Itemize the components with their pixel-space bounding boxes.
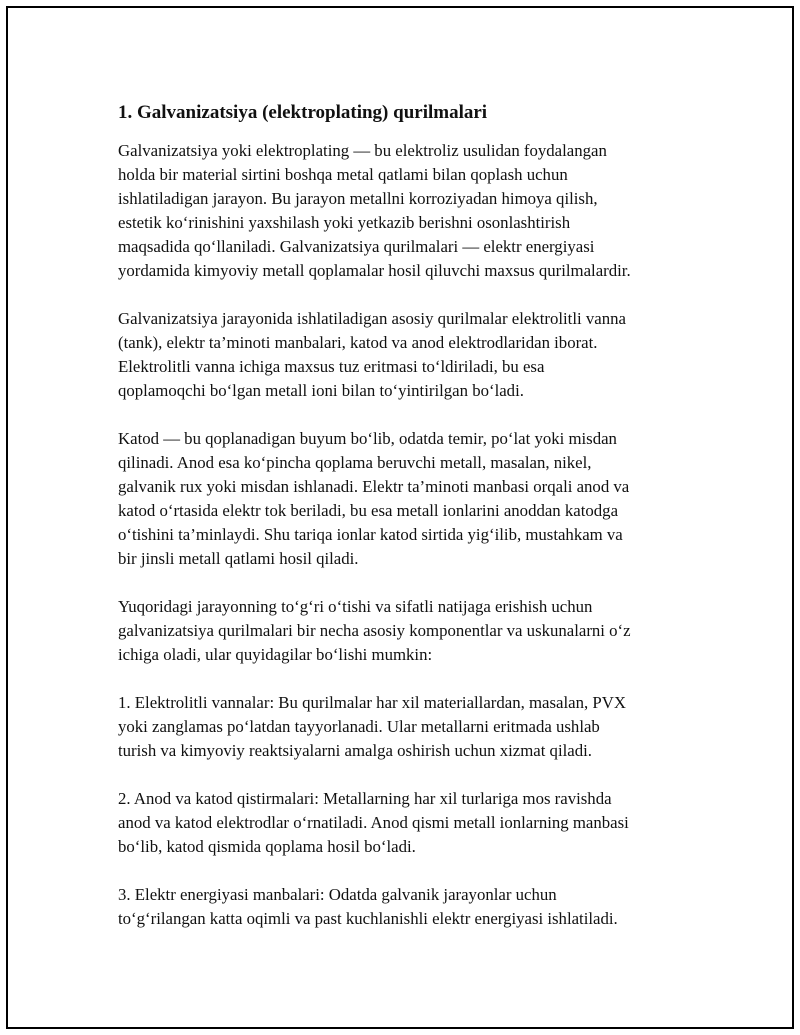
- text-line: turish va kimyoviy reaktsiyalarni amalga oshirish uchun xizmat qiladi.: [118, 741, 592, 760]
- text-line: o‘tishini ta’minlaydi. Shu tariqa ionlar katod sirtida yig‘ilib, mustahkam va: [118, 525, 623, 544]
- text-line: holda bir material sirtini boshqa metal qatlami bilan qoplash uchun: [118, 165, 568, 184]
- paragraph-intro: [118, 139, 698, 283]
- paragraph-equipment: [118, 307, 698, 403]
- text-line: yoki zanglamas po‘latdan tayyorlanadi. Ular metallarni eritmada ushlab: [118, 717, 600, 736]
- text-line: yordamida kimyoviy metall qoplamalar hosil qiluvchi maxsus qurilmalardir.: [118, 261, 631, 280]
- text-line: qoplamoqchi bo‘lgan metall ioni bilan to‘yintirilgan bo‘ladi.: [118, 381, 524, 400]
- text-line: estetik ko‘rinishini yaxshilash yoki yetkazib berishni osonlashtirish: [118, 213, 571, 232]
- text-line: 1. Elektrolitli vannalar: Bu qurilmalar har xil materiallardan, masalan, PVX: [118, 693, 626, 712]
- text-line: Yuqoridagi jarayonning to‘g‘ri o‘tishi va sifatli natijaga erishish uchun: [118, 597, 593, 616]
- text-line: galvanizatsiya qurilmalari bir necha asosiy komponentlar va uskunalarni o‘z: [118, 621, 631, 640]
- text-line: qilinadi. Anod esa ko‘pincha qoplama beruvchi metall, masalan, nikel,: [118, 453, 592, 472]
- paragraph-components-intro: [118, 595, 698, 667]
- text-line: katod o‘rtasida elektr tok beriladi, bu esa metall ionlarini anoddan katodga: [118, 501, 619, 520]
- document-body: [118, 97, 698, 955]
- list-item-electrolytic-baths: [118, 691, 698, 763]
- paragraph-cathode-anode: [118, 427, 698, 571]
- text-line: ichiga oladi, ular quyidagilar bo‘lishi mumkin:: [118, 645, 433, 664]
- text-line: Galvanizatsiya jarayonida ishlatiladigan asosiy qurilmalar elektrolitli vanna: [118, 309, 626, 328]
- page-frame: [6, 6, 794, 1029]
- text-line: bir jinsli metall qatlami hosil qiladi.: [118, 549, 359, 568]
- text-line: Galvanizatsiya yoki elektroplating — bu elektroliz usulidan foydalangan: [118, 141, 607, 160]
- text-line: bo‘lib, katod qismida qoplama hosil bo‘ladi.: [118, 837, 416, 856]
- text-line: 3. Elektr energiyasi manbalari: Odatda galvanik jarayonlar uchun: [118, 885, 557, 904]
- text-line: Elektrolitli vanna ichiga maxsus tuz eritmasi to‘ldiriladi, bu esa: [118, 357, 545, 376]
- text-line: (tank), elektr ta’minoti manbalari, katod va anod elektrodlaridan iborat.: [118, 333, 598, 352]
- text-line: maqsadida qo‘llaniladi. Galvanizatsiya qurilmalari — elektr energiyasi: [118, 237, 595, 256]
- text-line: to‘g‘rilangan katta oqimli va past kuchlanishli elektr energiyasi ishlatiladi.: [118, 909, 618, 928]
- text-line: galvanik rux yoki misdan ishlanadi. Elektr ta’minoti manbasi orqali anod va: [118, 477, 630, 496]
- text-line: 2. Anod va katod qistirmalari: Metallarning har xil turlariga mos ravishda: [118, 789, 612, 808]
- list-item-anode-cathode: [118, 787, 698, 859]
- text-line: Katod — bu qoplanadigan buyum bo‘lib, odatda temir, po‘lat yoki misdan: [118, 429, 617, 448]
- section-heading: 1. Galvanizatsiya (elektroplating) qurilmalari: [118, 102, 488, 123]
- text-line: anod va katod elektrodlar o‘rnatiladi. Anod qismi metall ionlarning manbasi: [118, 813, 629, 832]
- text-line: ishlatiladigan jarayon. Bu jarayon metallni korroziyadan himoya qilish,: [118, 189, 598, 208]
- list-item-power-sources: [118, 883, 698, 931]
